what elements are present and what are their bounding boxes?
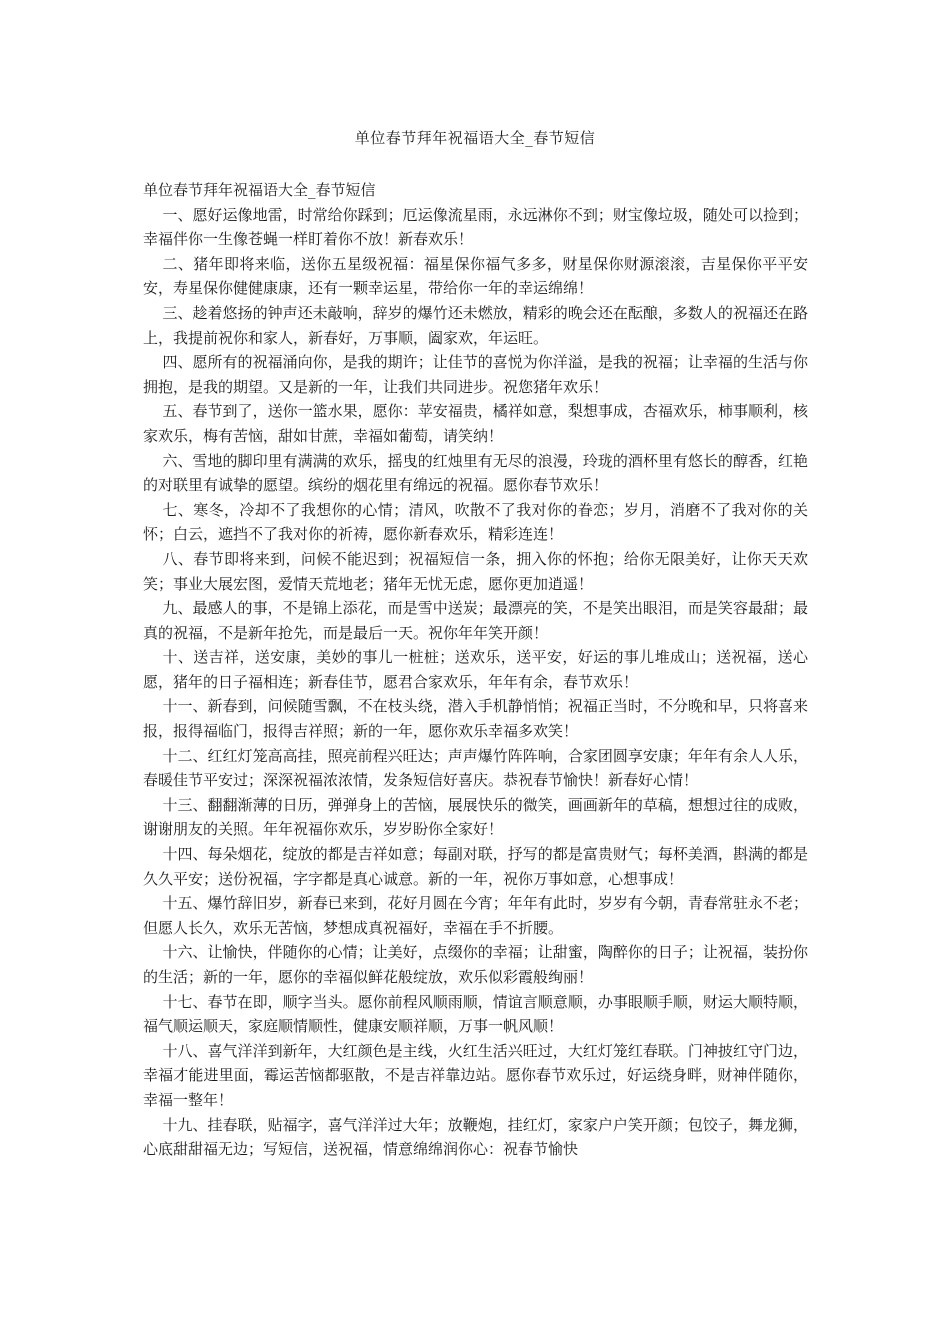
- greeting-paragraph-11: 十一、新春到，问候随雪飘，不在枝头绕，潜入手机静悄悄；祝福正当时，不分晚和早，只将喜来报，报得福临门，报得吉祥照；新的一年，愿你欢乐幸福多欢笑！: [143, 697, 808, 741]
- greeting-paragraph-7: 七、寒冬，冷却不了我想你的心情；清风，吹散不了我对你的眷恋；岁月，消磨不了我对你的关怀；白云，遮挡不了我对你的祈祷，愿你新春欢乐，精彩连连！: [143, 500, 808, 544]
- document-title: 单位春节拜年祝福语大全_春节短信: [354, 129, 596, 147]
- greeting-paragraph-12: 十二、红红灯笼高高挂，照亮前程兴旺达；声声爆竹阵阵响，合家团圆享安康；年年有余人人乐，春暖佳节平安过；深深祝福浓浓情，发条短信好喜庆。恭祝春节愉快！新春好心情！: [143, 746, 808, 790]
- greeting-paragraph-8: 八、春节即将来到，问候不能迟到；祝福短信一条，拥入你的怀抱；给你无限美好，让你天天欢笑；事业大展宏图，爱情天荒地老；猪年无忧无虑，愿你更加逍遥！: [143, 549, 808, 593]
- greeting-paragraph-6: 六、雪地的脚印里有满满的欢乐，摇曳的红烛里有无尽的浪漫，玲珑的酒杯里有悠长的醇香，红艳的对联里有诚挚的愿望。缤纷的烟花里有绵远的祝福。愿你春节欢乐！: [143, 451, 808, 495]
- greeting-paragraph-17: 十七、春节在即，顺字当头。愿你前程风顺雨顺，情谊言顺意顺，办事眼顺手顺，财运大顺特顺，福气顺运顺天，家庭顺情顺性，健康安顺祥顺，万事一帆风顺！: [143, 992, 808, 1036]
- greeting-paragraph-13: 十三、翻翻渐薄的日历，弹弹身上的苦恼，展展快乐的微笑，画画新年的草稿，想想过往的成败，谢谢朋友的关照。年年祝福你欢乐，岁岁盼你全家好！: [143, 795, 808, 839]
- greeting-paragraph-14: 十四、每朵烟花，绽放的都是吉祥如意；每副对联，抒写的都是富贵财气；每杯美酒，斟满的都是久久平安；送份祝福，字字都是真心诚意。新的一年，祝你万事如意，心想事成！: [143, 845, 808, 888]
- greeting-paragraph-3: 三、趁着悠扬的钟声还未敲响，辞岁的爆竹还未燃放，精彩的晚会还在酝酿，多数人的祝福还在路上，我提前祝你和家人，新春好，万事顺，阖家欢，年运旺。: [143, 303, 808, 347]
- greeting-paragraph-2: 二、猪年即将来临，送你五星级祝福：福星保你福气多多，财星保你财源滚滚，吉星保你平平安安，寿星保你健健康康，还有一颗幸运星，带给你一年的幸运绵绵！: [143, 254, 808, 298]
- document-body: [143, 178, 808, 1162]
- greeting-paragraph-19: 十九、挂春联，贴福字，喜气洋洋过大年；放鞭炮，挂红灯，家家户户笑开颜；包饺子，舞龙狮，心底甜甜福无边；写短信，送祝福，情意绵绵润你心：祝春节愉快: [143, 1115, 808, 1159]
- greeting-paragraph-18: 十八、喜气洋洋到新年，大红颜色是主线，火红生活兴旺过，大红灯笼红春联。门神披红守门边，幸福才能进里面，霉运苦恼都驱散，不是吉祥靠边站。愿你春节欢乐过，好运绕身畔，财神伴随你，幸福一整年！: [143, 1041, 808, 1109]
- greeting-paragraph-4: 四、愿所有的祝福涌向你，是我的期许；让佳节的喜悦为你洋溢，是我的祝福；让幸福的生活与你拥抱，是我的期望。又是新的一年，让我们共同进步。祝您猪年欢乐！: [143, 353, 808, 396]
- greeting-paragraph-9: 九、最感人的事，不是锦上添花，而是雪中送炭；最漂亮的笑，不是笑出眼泪，而是笑容最甜；最真的祝福，不是新年抢先，而是最后一天。祝你年年笑开颜！: [143, 599, 808, 642]
- greeting-paragraph-10: 十、送吉祥，送安康，美妙的事儿一桩桩；送欢乐，送平安，好运的事儿堆成山；送祝福，送心愿，猪年的日子福相连；新春佳节，愿君合家欢乐，年年有余，春节欢乐！: [143, 648, 808, 691]
- greeting-paragraph-5: 五、春节到了，送你一篮水果，愿你：苹安福贵，橘祥如意，梨想事成，杏福欢乐，柿事顺利，核家欢乐，梅有苦恼，甜如甘蔗，幸福如葡萄，请笑纳！: [143, 402, 808, 445]
- document-subtitle: 单位春节拜年祝福语大全_春节短信: [143, 181, 376, 199]
- greeting-paragraph-15: 十五、爆竹辞旧岁，新春已来到，花好月圆在今宵；年年有此时，岁岁有今朝，青春常驻永不老；但愿人长久，欢乐无苦恼，梦想成真祝福好，幸福在手不折腰。: [143, 894, 808, 937]
- greeting-paragraph-16: 十六、让愉快，伴随你的心情；让美好，点缀你的幸福；让甜蜜，陶醉你的日子；让祝福，装扮你的生活；新的一年，愿你的幸福似鲜花般绽放，欢乐似彩霞般绚丽！: [143, 943, 808, 986]
- greeting-paragraph-1: 一、愿好运像地雷，时常给你踩到；厄运像流星雨，永远淋你不到；财宝像垃圾，随处可以捡到；幸福伴你一生像苍蝇一样盯着你不放！新春欢乐！: [143, 205, 808, 249]
